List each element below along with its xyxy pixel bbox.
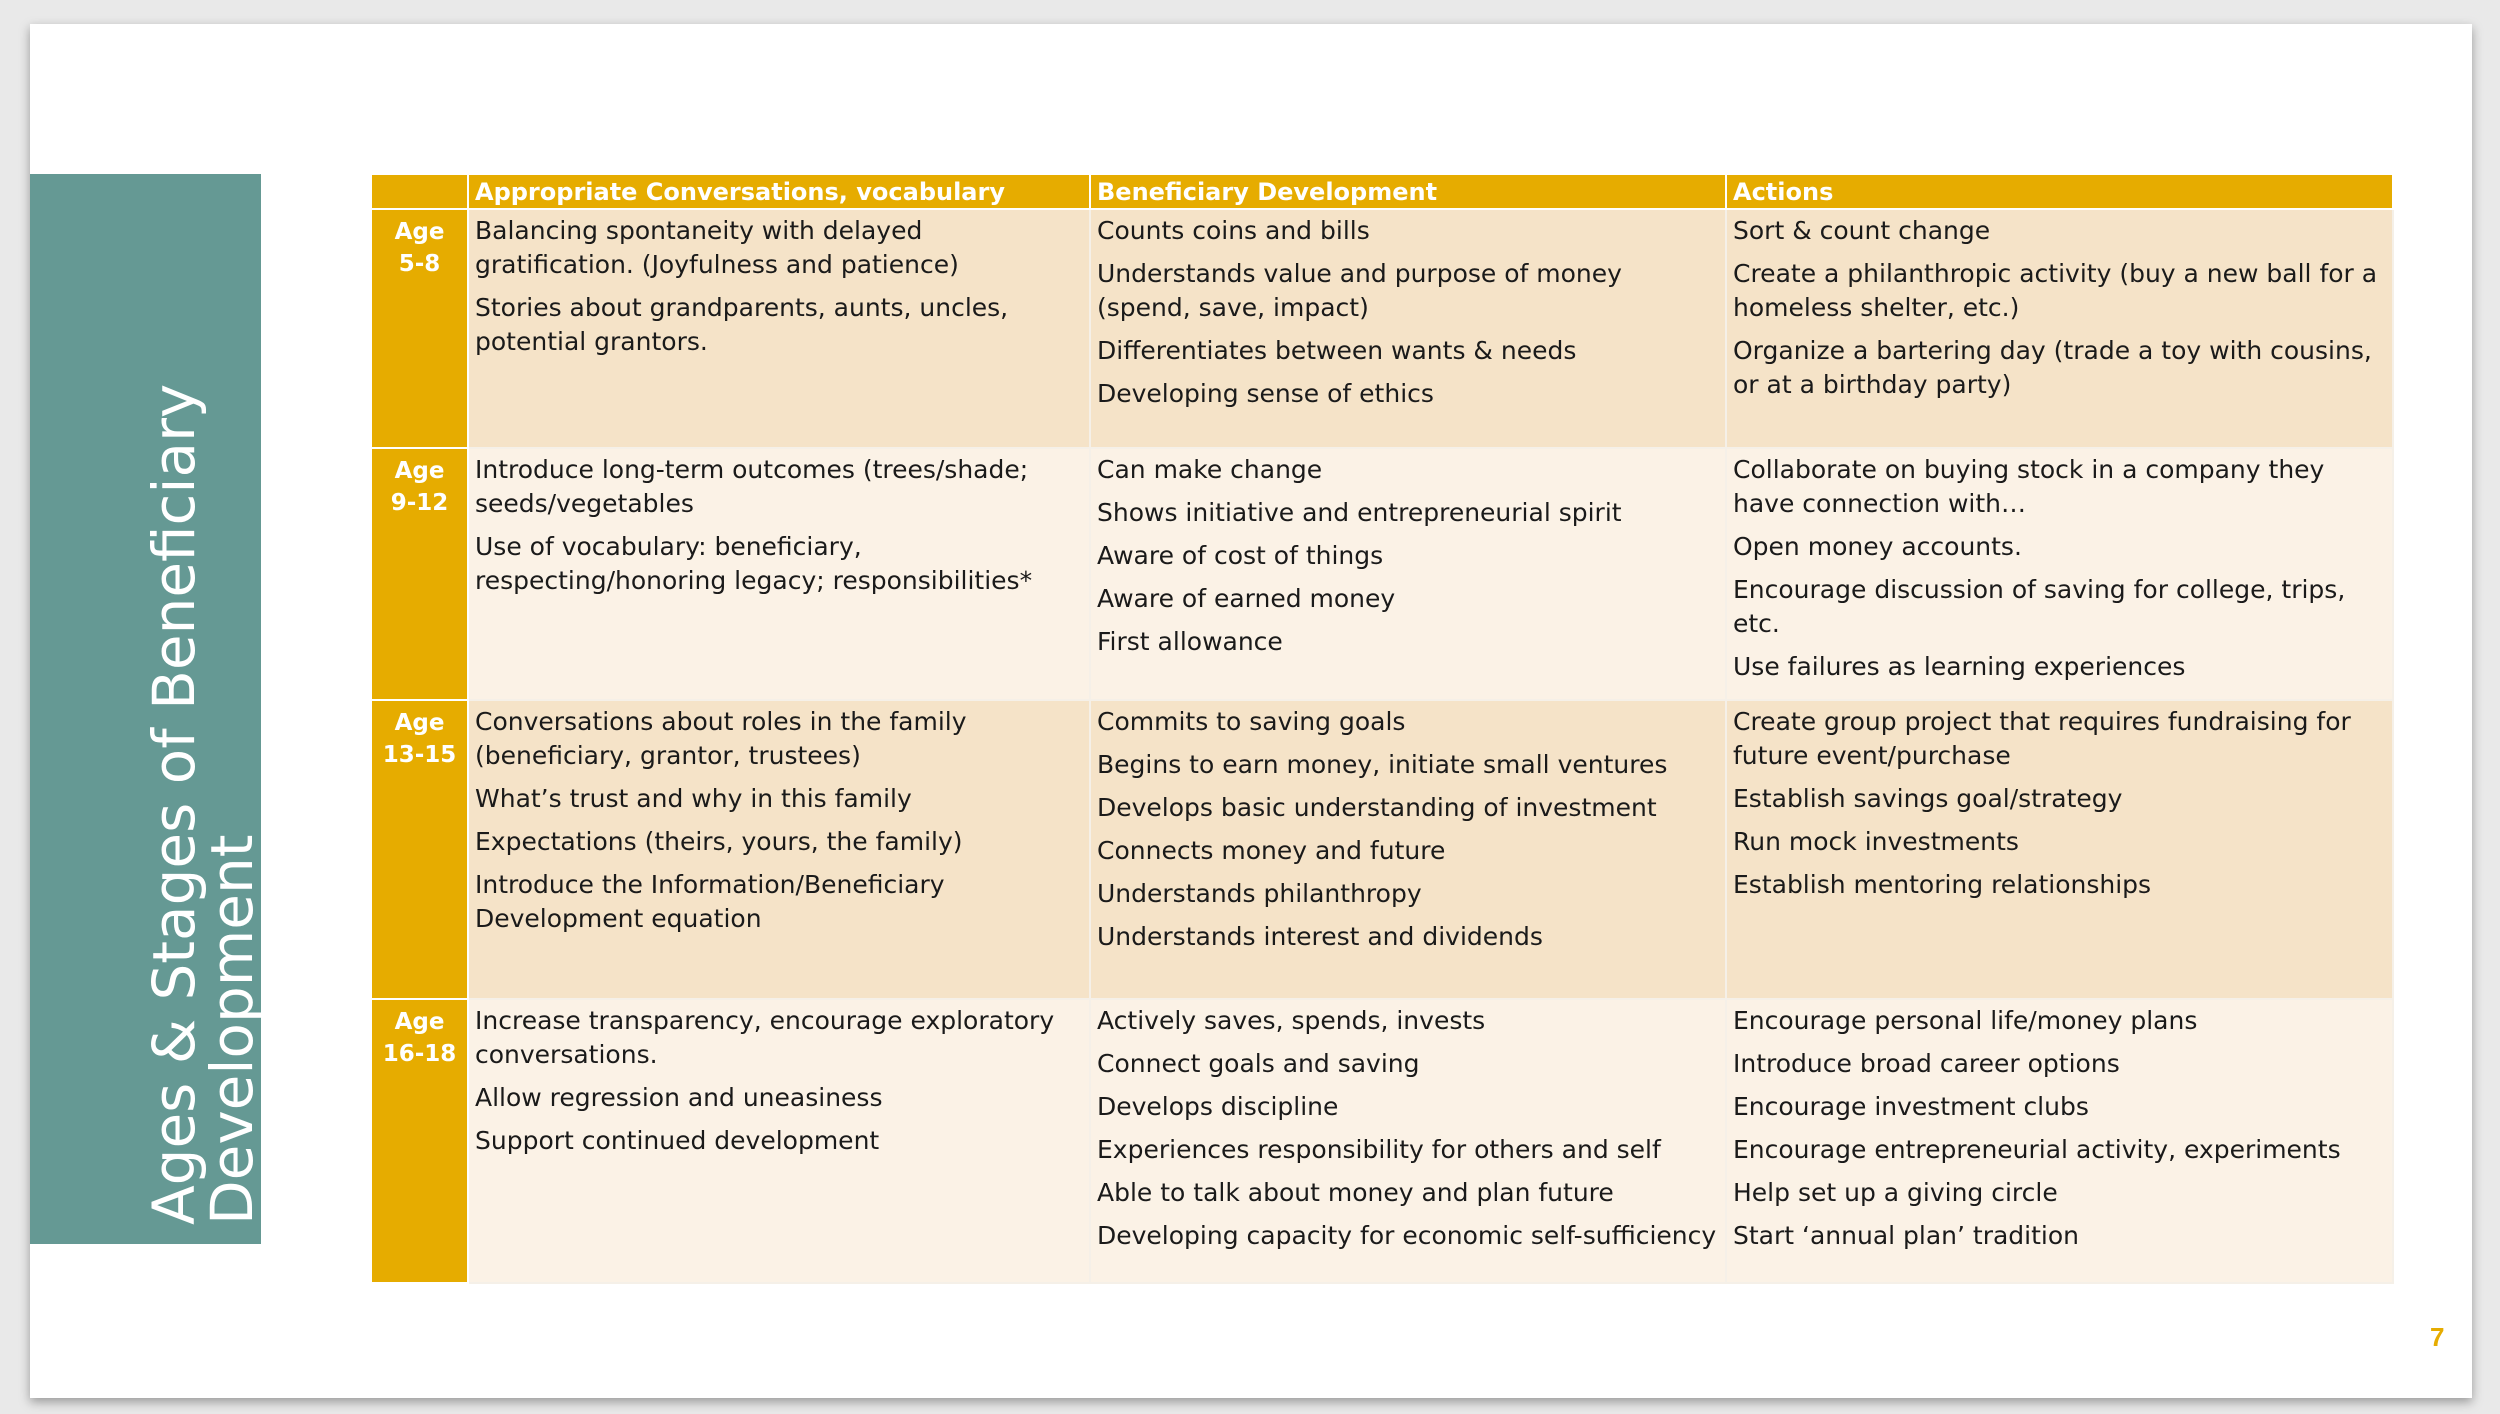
- actions-cell: [1726, 700, 2393, 999]
- header-development: Beneficiary Development: [1090, 174, 1726, 209]
- list-item: Encourage entrepreneurial activity, experiments: [1733, 1135, 2341, 1164]
- page-number: 7: [2430, 1322, 2445, 1352]
- list-item: Introduce broad career options: [1733, 1049, 2120, 1078]
- table-row: [371, 448, 2393, 700]
- list-item: Stories about grandparents, aunts, uncles, potential grantors.: [475, 293, 1009, 356]
- list-item: Can make change: [1097, 455, 1323, 484]
- list-item: Increase transparency, encourage exploratory conversations.: [475, 1006, 1055, 1069]
- list-item: Use of vocabulary: beneficiary, respecting/honoring legacy; responsibilities*: [475, 532, 1033, 595]
- conversations-cell: [468, 448, 1090, 700]
- list-item: Expectations (theirs, yours, the family): [475, 827, 963, 856]
- table-row: [371, 999, 2393, 1283]
- actions-cell: [1726, 999, 2393, 1283]
- header-conversations: Appropriate Conversations, vocabulary: [468, 174, 1090, 209]
- list-item: Introduce the Information/Beneficiary Development equation: [475, 870, 945, 933]
- list-item: Balancing spontaneity with delayed gratification. (Joyfulness and patience): [475, 216, 959, 279]
- development-cell: [1090, 700, 1726, 999]
- actions-cell: [1726, 448, 2393, 700]
- list-item: Understands value and purpose of money (spend, save, impact): [1097, 259, 1622, 322]
- list-item: Organize a bartering day (trade a toy with cousins, or at a birthday party): [1733, 336, 2372, 399]
- list-item: Shows initiative and entrepreneurial spirit: [1097, 498, 1622, 527]
- list-item: Actively saves, spends, invests: [1097, 1006, 1486, 1035]
- age-range: 9-12: [390, 490, 449, 516]
- stages-table: [370, 173, 2394, 1284]
- table-row: [371, 700, 2393, 999]
- list-item: Aware of cost of things: [1097, 541, 1384, 570]
- age-cell: [371, 700, 468, 999]
- list-item: First allowance: [1097, 627, 1283, 656]
- development-cell: [1090, 209, 1726, 448]
- list-item: Encourage discussion of saving for college, trips, etc.: [1733, 575, 2346, 638]
- list-item: Establish savings goal/strategy: [1733, 784, 2123, 813]
- list-item: Understands philanthropy: [1097, 879, 1422, 908]
- list-item: Create group project that requires fundraising for future event/purchase: [1733, 707, 2351, 770]
- age-cell: [371, 999, 468, 1283]
- header-actions: Actions: [1726, 174, 2393, 209]
- list-item: Differentiates between wants & needs: [1097, 336, 1577, 365]
- list-item: Allow regression and uneasiness: [475, 1083, 883, 1112]
- list-item: Run mock investments: [1733, 827, 2019, 856]
- list-item: Use failures as learning experiences: [1733, 652, 2186, 681]
- list-item: Counts coins and bills: [1097, 216, 1370, 245]
- age-cell: [371, 209, 468, 448]
- list-item: Encourage investment clubs: [1733, 1092, 2089, 1121]
- conversations-cell: [468, 700, 1090, 999]
- list-item: Aware of earned money: [1097, 584, 1396, 613]
- conversations-cell: [468, 999, 1090, 1283]
- list-item: Develops discipline: [1097, 1092, 1339, 1121]
- development-cell: [1090, 448, 1726, 700]
- list-item: Create a philanthropic activity (buy a new ball for a homeless shelter, etc.): [1733, 259, 2378, 322]
- list-item: Collaborate on buying stock in a company they have connection with…: [1733, 455, 2325, 518]
- age-label: Age: [394, 1009, 445, 1035]
- list-item: Conversations about roles in the family (beneficiary, grantor, trustees): [475, 707, 967, 770]
- list-item: What’s trust and why in this family: [475, 784, 912, 813]
- list-item: Open money accounts.: [1733, 532, 2022, 561]
- list-item: Experiences responsibility for others and self: [1097, 1135, 1661, 1164]
- age-range: 13-15: [382, 742, 457, 768]
- list-item: Establish mentoring relationships: [1733, 870, 2152, 899]
- age-label: Age: [394, 458, 445, 484]
- list-item: Introduce long-term outcomes (trees/shade; seeds/vegetables: [475, 455, 1029, 518]
- header-row: [371, 174, 2393, 209]
- age-label: Age: [394, 710, 445, 736]
- list-item: Understands interest and dividends: [1097, 922, 1543, 951]
- table-row: [371, 209, 2393, 448]
- age-range: 16-18: [382, 1041, 457, 1067]
- header-age: [371, 174, 468, 209]
- age-label: Age: [394, 219, 445, 245]
- list-item: Start ‘annual plan’ tradition: [1733, 1221, 2080, 1250]
- list-item: Encourage personal life/money plans: [1733, 1006, 2198, 1035]
- age-cell: [371, 448, 468, 700]
- slide-title: Ages & Stages of Beneficiary Development: [140, 383, 266, 1225]
- list-item: Sort & count change: [1733, 216, 1991, 245]
- list-item: Commits to saving goals: [1097, 707, 1406, 736]
- list-item: Able to talk about money and plan future: [1097, 1178, 1614, 1207]
- list-item: Support continued development: [475, 1126, 880, 1155]
- list-item: Developing capacity for economic self-sufficiency: [1097, 1221, 1717, 1250]
- age-range: 5-8: [398, 251, 441, 277]
- list-item: Developing sense of ethics: [1097, 379, 1434, 408]
- list-item: Connects money and future: [1097, 836, 1446, 865]
- list-item: Begins to earn money, initiate small ventures: [1097, 750, 1668, 779]
- actions-cell: [1726, 209, 2393, 448]
- development-cell: [1090, 999, 1726, 1283]
- list-item: Connect goals and saving: [1097, 1049, 1420, 1078]
- list-item: Develops basic understanding of investment: [1097, 793, 1657, 822]
- conversations-cell: [468, 209, 1090, 448]
- list-item: Help set up a giving circle: [1733, 1178, 2058, 1207]
